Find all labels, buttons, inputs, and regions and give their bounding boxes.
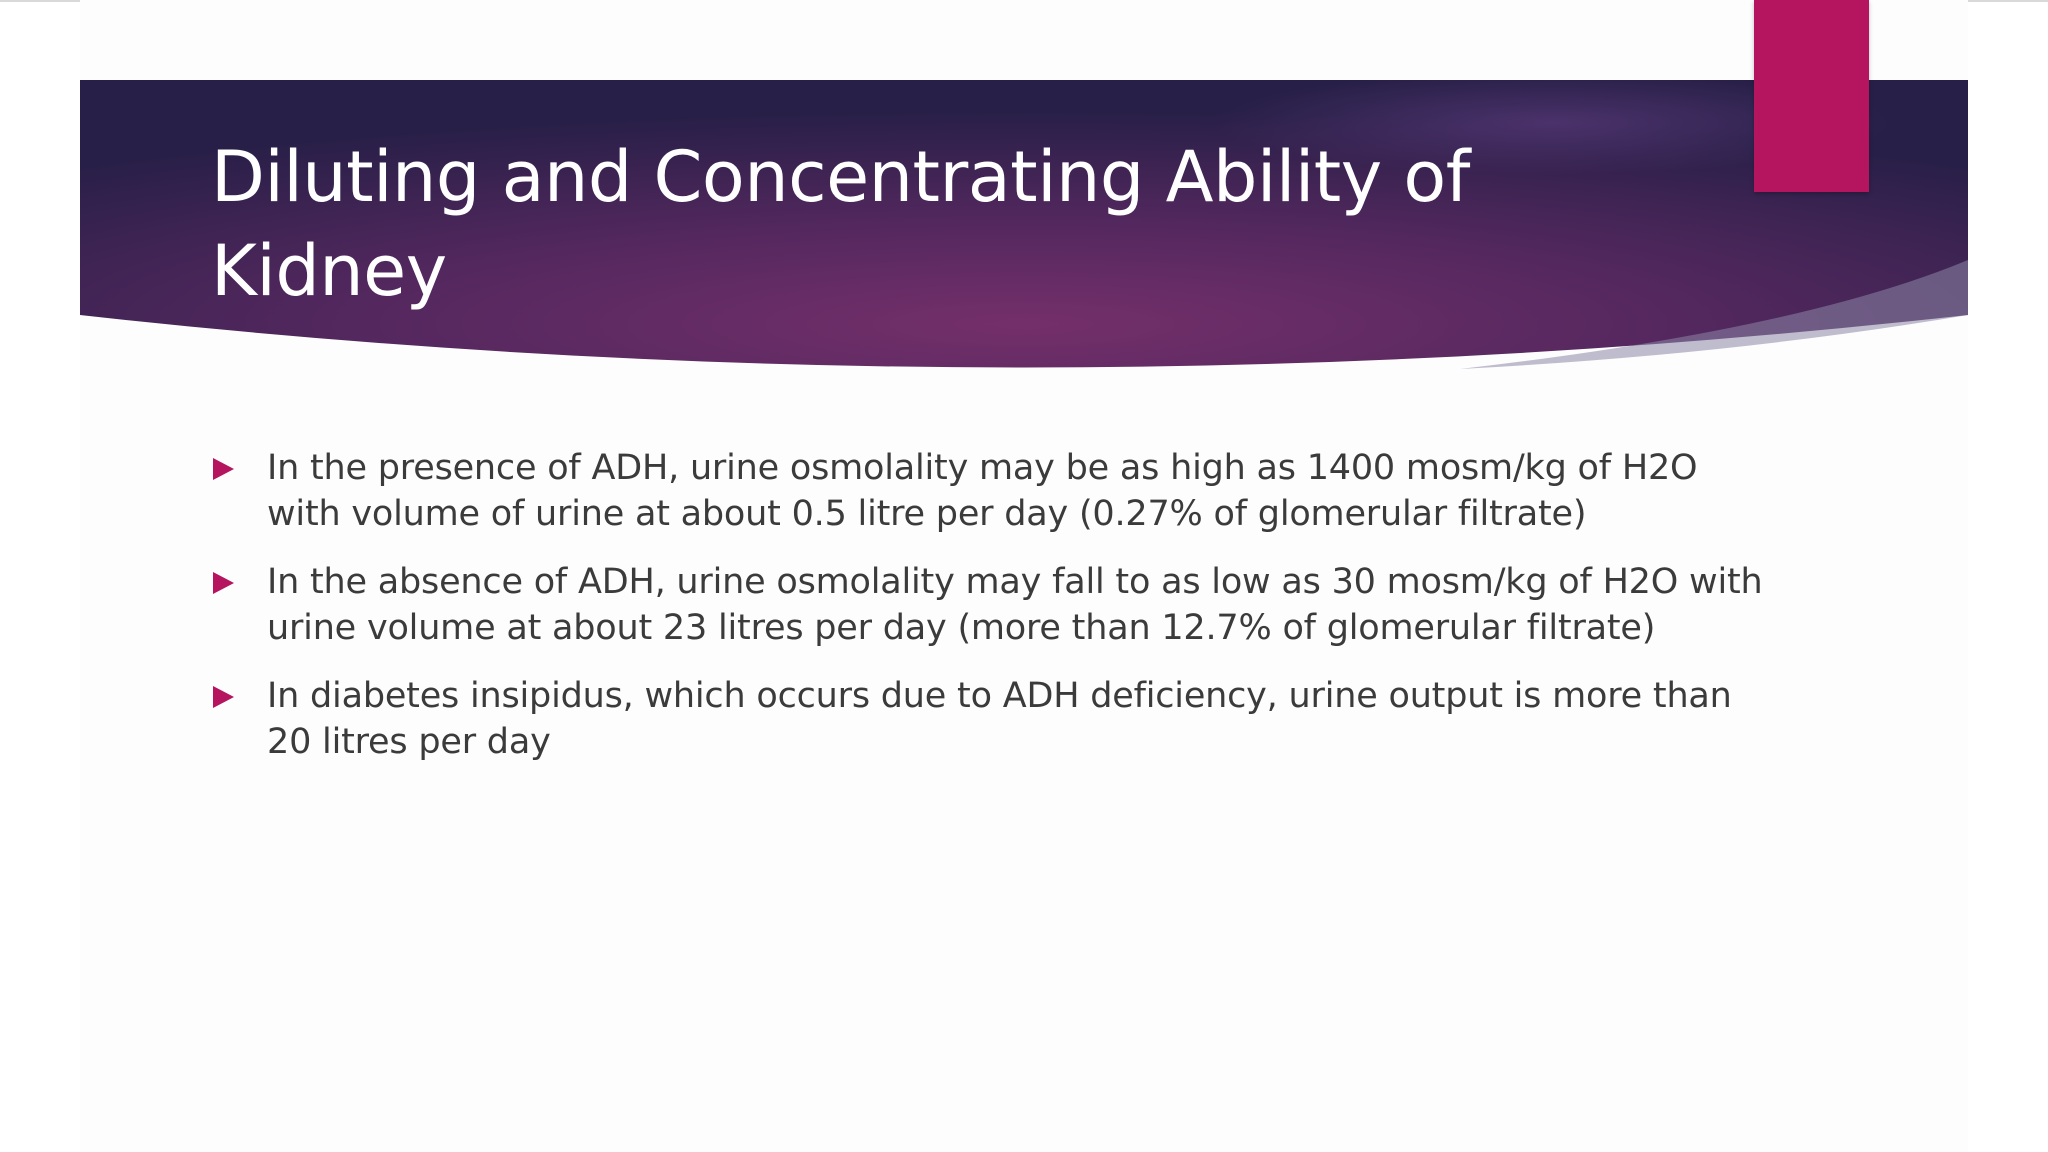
bullet-text: In the presence of ADH, urine osmolality may be as high as 1400 mosm/kg of H2O with volume of urine at about 0.5 litre per day (0.27% of glomerular filtrate): [267, 448, 1698, 534]
bullet-text: In the absence of ADH, urine osmolality may fall to as low as 30 mosm/kg of H2O with urine volume at about 23 litres per day (more than 12.7% of glomerular filtrate): [267, 562, 1763, 648]
accent-tab: [1754, 0, 1869, 192]
presentation-slide: [80, 0, 1968, 1152]
triangle-bullet-icon: [213, 686, 234, 708]
bullet-text: In diabetes insipidus, which occurs due to ADH deficiency, urine output is more than 20 litres per day: [267, 676, 1732, 762]
bullet-item: [211, 673, 1771, 765]
bullet-list: [211, 445, 1771, 787]
slide-title: Diluting and Concentrating Ability of Kidney: [211, 136, 1470, 312]
triangle-bullet-icon: [213, 458, 234, 480]
bullet-item: [211, 559, 1771, 651]
triangle-bullet-icon: [213, 572, 234, 594]
bullet-item: [211, 445, 1771, 537]
